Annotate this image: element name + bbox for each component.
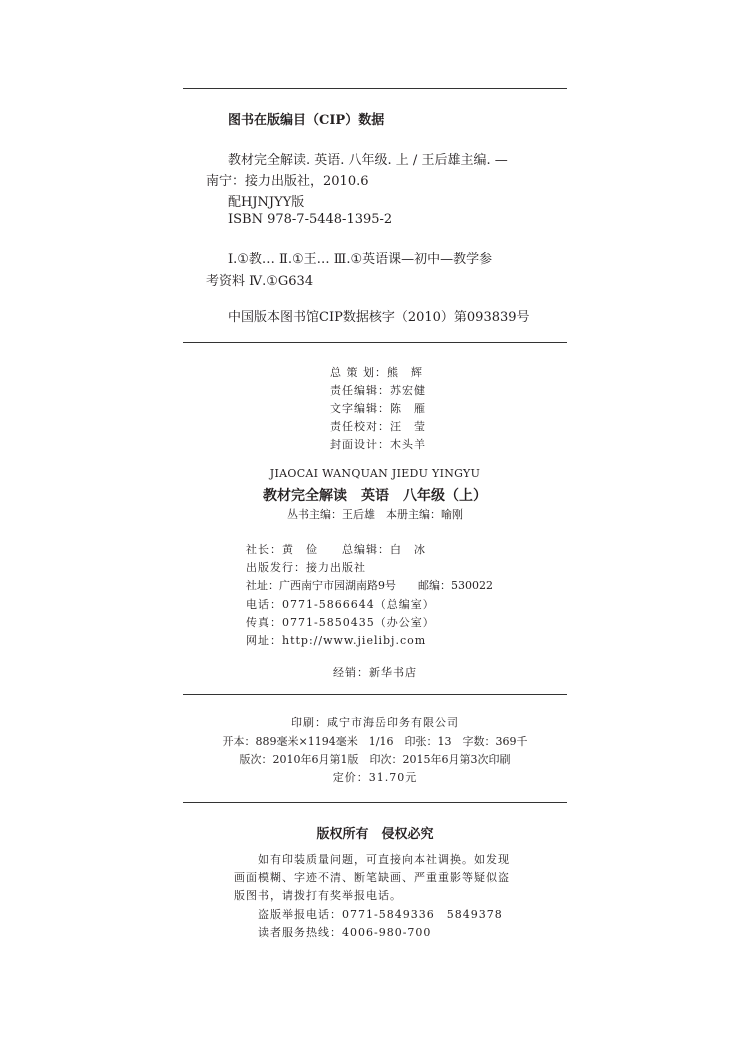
publisher-phone: 电话：0771-5866644（总编室）	[246, 598, 435, 611]
copyright-service-hotline: 读者服务热线：4006-980-700	[258, 926, 432, 939]
rule-2	[183, 342, 567, 343]
publisher-website: 网址：http://www.jielibj.com	[246, 634, 427, 647]
cip-class-line-1: Ⅰ.①教… Ⅱ.①王… Ⅲ.①英语课—初中—教学参	[228, 252, 493, 267]
printing-edition: 版次：2010年6月第1版 印次：2015年6月第3次印刷	[239, 753, 511, 766]
printing-printer: 印刷：咸宁市海岳印务有限公司	[291, 716, 459, 729]
rule-top	[183, 88, 567, 89]
copyright-report-phone: 盗版举报电话：0771-5849336 5849378	[258, 908, 503, 921]
staff-text-editor: 文字编辑：陈 雁	[330, 402, 426, 415]
printing-format: 开本：889毫米×1194毫米 1/16 印张：13 字数：369千	[222, 735, 528, 748]
publisher-issuer: 出版发行：接力出版社	[246, 561, 366, 574]
cip-isbn: ISBN 978-7-5448-1395-2	[228, 212, 393, 227]
staff-cover: 封面设计：木头羊	[330, 438, 426, 451]
copyright-heading: 版权所有 侵权必究	[316, 827, 434, 842]
rule-3	[183, 694, 567, 695]
publisher-address: 社址：广西南宁市园湖南路9号 邮编：530022	[246, 579, 493, 592]
title-pinyin: JIAOCAI WANQUAN JIEDU YINGYU	[269, 467, 481, 480]
staff-planner: 总 策 划：熊 辉	[330, 366, 423, 379]
cip-heading: 图书在版编目（CIP）数据	[228, 113, 385, 128]
publisher-fax: 传真：0771-5850435（办公室）	[246, 616, 435, 629]
cip-line-3: 配HJNJYY版	[228, 195, 305, 210]
copyright-paragraph-3: 版图书，请拨打有奖举报电话。	[234, 889, 402, 902]
cip-core-number: 中国版本图书馆CIP数据核字（2010）第093839号	[228, 310, 530, 325]
copyright-paragraph-1: 如有印装质量问题，可直接向本社调换。如发现	[258, 853, 510, 866]
publisher-director: 社长：黄 俭 总编辑：白 冰	[246, 543, 426, 556]
rule-4	[183, 802, 567, 803]
publisher-distributor: 经销：新华书店	[333, 666, 417, 679]
cip-line-2: 南宁：接力出版社，2010.6	[206, 174, 369, 189]
printing-price: 定价：31.70元	[332, 771, 418, 784]
cip-class-line-2: 考资料 Ⅳ.①G634	[206, 274, 314, 289]
staff-proofreader: 责任校对：汪 莹	[330, 420, 426, 433]
cip-line-1: 教材完全解读. 英语. 八年级. 上 / 王后雄主编. —	[228, 153, 508, 168]
title-editors: 丛书主编：王后雄 本册主编：喻刚	[287, 508, 463, 521]
copyright-paragraph-2: 画面模糊、字迹不清、断笔缺画、严重重影等疑似盗	[234, 871, 510, 884]
staff-editor: 责任编辑：苏宏健	[330, 384, 426, 397]
book-title: 教材完全解读 英语 八年级（上）	[263, 488, 487, 504]
